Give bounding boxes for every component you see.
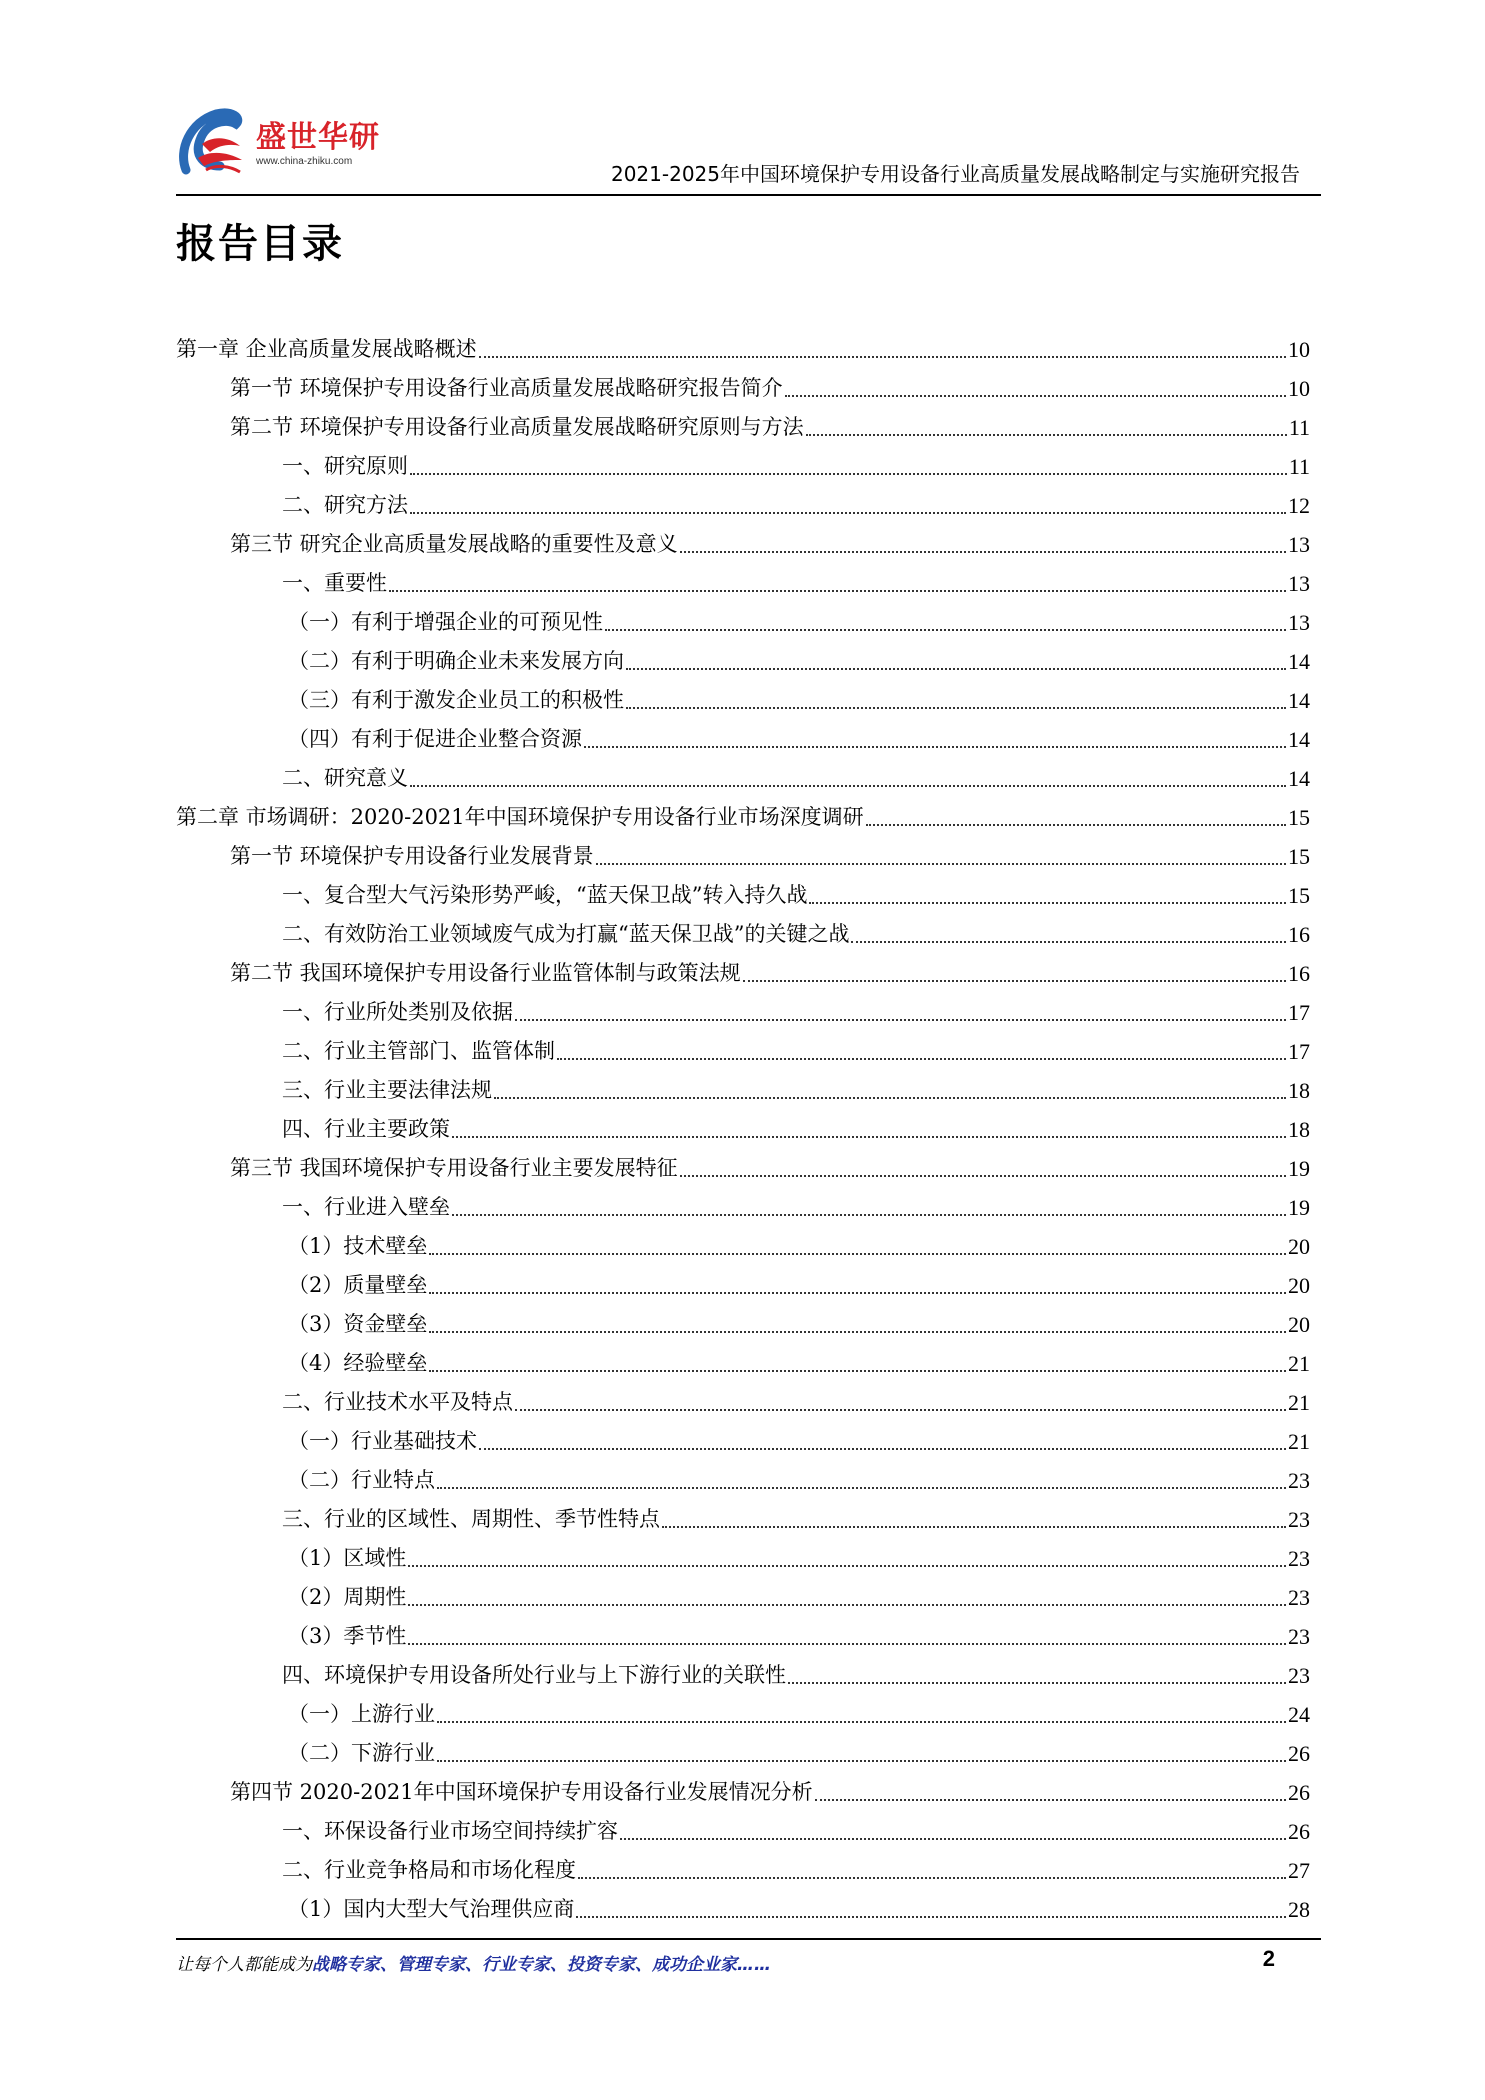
toc-entry-page: 11 bbox=[1288, 415, 1310, 440]
toc-entry-label: 一、复合型大气污染形势严峻，“蓝天保卫战”转入持久战 bbox=[282, 883, 808, 907]
toc-entry[interactable] bbox=[176, 987, 1310, 1026]
toc-entry-page: 15 bbox=[1288, 805, 1310, 830]
toc-entry-label: 二、研究方法 bbox=[282, 493, 408, 517]
toc-dot-leader bbox=[429, 1331, 1286, 1333]
logo-url: www.china-zhiku.com bbox=[256, 156, 353, 167]
toc-dot-leader bbox=[626, 668, 1286, 670]
toc-dot-leader bbox=[429, 1253, 1286, 1255]
toc-entry-label: 第一节 环境保护专用设备行业发展背景 bbox=[230, 844, 594, 868]
toc-entry[interactable] bbox=[176, 1572, 1310, 1611]
toc-entry-label: （4）经验壁垒 bbox=[288, 1351, 428, 1375]
toc-dot-leader bbox=[578, 1877, 1286, 1879]
toc-dot-leader bbox=[680, 1175, 1286, 1177]
toc-entry-label: 第一章 企业高质量发展战略概述 bbox=[176, 337, 477, 361]
toc-entry[interactable] bbox=[176, 1065, 1310, 1104]
toc-dot-leader bbox=[626, 707, 1286, 709]
toc-entry-page: 28 bbox=[1288, 1897, 1310, 1922]
toc-dot-leader bbox=[576, 1916, 1286, 1918]
toc-entry-label: 一、行业进入壁垒 bbox=[282, 1195, 450, 1219]
toc-dot-leader bbox=[515, 1019, 1286, 1021]
toc-dot-leader bbox=[410, 785, 1286, 787]
toc-entry[interactable] bbox=[176, 1767, 1310, 1806]
toc-dot-leader bbox=[557, 1058, 1286, 1060]
toc-entry-page: 15 bbox=[1288, 844, 1310, 869]
logo-name: 盛世华研 bbox=[256, 120, 380, 155]
toc-dot-leader bbox=[584, 746, 1286, 748]
toc-dot-leader bbox=[429, 1292, 1286, 1294]
toc-entry-label: （2）质量壁垒 bbox=[288, 1273, 428, 1297]
toc-entry-page: 18 bbox=[1288, 1078, 1310, 1103]
toc-entry[interactable] bbox=[176, 324, 1310, 363]
toc-entry-page: 23 bbox=[1288, 1546, 1310, 1571]
toc-entry-page: 21 bbox=[1288, 1351, 1310, 1376]
toc-entry-label: 二、研究意义 bbox=[282, 766, 408, 790]
toc-dot-leader bbox=[410, 473, 1287, 475]
toc-entry-label: 一、环保设备行业市场空间持续扩容 bbox=[282, 1819, 618, 1843]
toc-dot-leader bbox=[851, 941, 1286, 943]
toc-entry-label: 第三节 我国环境保护专用设备行业主要发展特征 bbox=[230, 1156, 678, 1180]
toc-dot-leader bbox=[785, 395, 1286, 397]
toc-entry[interactable] bbox=[176, 753, 1310, 792]
toc-entry-page: 24 bbox=[1288, 1702, 1310, 1727]
toc-entry-page: 13 bbox=[1288, 571, 1310, 596]
toc-entry[interactable] bbox=[176, 1884, 1310, 1923]
toc-entry[interactable] bbox=[176, 441, 1310, 480]
toc-dot-leader bbox=[866, 824, 1286, 826]
logo-swoosh-icon bbox=[176, 100, 256, 186]
toc-entry-label: 四、行业主要政策 bbox=[282, 1117, 450, 1141]
toc-entry-page: 19 bbox=[1288, 1156, 1310, 1181]
toc-entry[interactable] bbox=[176, 558, 1310, 597]
toc-entry[interactable] bbox=[176, 792, 1310, 831]
toc-dot-leader bbox=[437, 1721, 1286, 1723]
toc-entry-label: 第二节 我国环境保护专用设备行业监管体制与政策法规 bbox=[230, 961, 741, 985]
toc-entry[interactable] bbox=[176, 1104, 1310, 1143]
toc-entry-page: 14 bbox=[1288, 727, 1310, 752]
toc-entry-label: （二）有利于明确企业未来发展方向 bbox=[288, 649, 624, 673]
toc-entry-page: 13 bbox=[1288, 532, 1310, 557]
toc-dot-leader bbox=[452, 1214, 1286, 1216]
toc-dot-leader bbox=[479, 356, 1286, 358]
toc-entry-label: 二、行业竞争格局和市场化程度 bbox=[282, 1858, 576, 1882]
toc-entry-page: 23 bbox=[1288, 1624, 1310, 1649]
toc-entry[interactable] bbox=[176, 636, 1310, 675]
toc-entry-page: 16 bbox=[1288, 961, 1310, 986]
toc-entry-page: 20 bbox=[1288, 1234, 1310, 1259]
toc-entry-label: 第二章 市场调研：2020-2021年中国环境保护专用设备行业市场深度调研 bbox=[176, 805, 864, 829]
toc-entry[interactable] bbox=[176, 1533, 1310, 1572]
footer-divider bbox=[176, 1938, 1321, 1940]
toc-entry[interactable] bbox=[176, 1728, 1310, 1767]
toc-entry[interactable] bbox=[176, 1143, 1310, 1182]
toc-dot-leader bbox=[806, 434, 1287, 436]
toc-entry-page: 18 bbox=[1288, 1117, 1310, 1142]
toc-entry-label: （1）技术壁垒 bbox=[288, 1234, 428, 1258]
toc-dot-leader bbox=[408, 1643, 1286, 1645]
page-number: 2 bbox=[1262, 1946, 1275, 1971]
toc-entry-label: （1）区域性 bbox=[288, 1546, 407, 1570]
toc-entry[interactable] bbox=[176, 1377, 1310, 1416]
toc-entry-page: 13 bbox=[1288, 610, 1310, 635]
toc-entry-page: 26 bbox=[1288, 1741, 1310, 1766]
toc-entry-label: （一）有利于增强企业的可预见性 bbox=[288, 610, 603, 634]
toc-dot-leader bbox=[815, 1799, 1286, 1801]
toc-entry-label: 三、行业的区域性、周期性、季节性特点 bbox=[282, 1507, 660, 1531]
toc-entry-label: （二）下游行业 bbox=[288, 1741, 435, 1765]
toc-dot-leader bbox=[743, 980, 1286, 982]
toc-dot-leader bbox=[408, 1604, 1286, 1606]
toc-entry-label: （1）国内大型大气治理供应商 bbox=[288, 1897, 575, 1921]
toc-entry[interactable] bbox=[176, 831, 1310, 870]
header-divider bbox=[176, 194, 1321, 196]
toc-entry[interactable] bbox=[176, 1650, 1310, 1689]
toc-dot-leader bbox=[680, 551, 1286, 553]
toc-entry-label: （一）行业基础技术 bbox=[288, 1429, 477, 1453]
toc-entry-page: 23 bbox=[1288, 1663, 1310, 1688]
toc-entry-page: 17 bbox=[1288, 1000, 1310, 1025]
toc-entry-page: 10 bbox=[1288, 376, 1310, 401]
toc-entry[interactable] bbox=[176, 1182, 1310, 1221]
toc-entry[interactable] bbox=[176, 1260, 1310, 1299]
toc-entry-label: （3）季节性 bbox=[288, 1624, 407, 1648]
toc-entry-page: 20 bbox=[1288, 1312, 1310, 1337]
toc-entry-page: 20 bbox=[1288, 1273, 1310, 1298]
footer-slogan-prefix: 让每个人都能成为 bbox=[176, 1955, 312, 1975]
toc-entry-page: 23 bbox=[1288, 1585, 1310, 1610]
toc-entry-page: 19 bbox=[1288, 1195, 1310, 1220]
toc-entry-label: （2）周期性 bbox=[288, 1585, 407, 1609]
report-title: 2021-2025年中国环境保护专用设备行业高质量发展战略制定与实施研究报告 bbox=[610, 162, 1300, 186]
toc-entry-label: （四）有利于促进企业整合资源 bbox=[288, 727, 582, 751]
toc-entry[interactable] bbox=[176, 363, 1310, 402]
toc-entry-label: 第一节 环境保护专用设备行业高质量发展战略研究报告简介 bbox=[230, 376, 783, 400]
toc-entry[interactable] bbox=[176, 402, 1310, 441]
footer-slogan-highlight: 战略专家、管理专家、行业专家、投资专家、成功企业家…… bbox=[312, 1955, 771, 1975]
toc-entry-page: 21 bbox=[1288, 1390, 1310, 1415]
table-of-contents bbox=[176, 324, 1310, 1923]
toc-entry[interactable] bbox=[176, 870, 1310, 909]
toc-dot-leader bbox=[662, 1526, 1286, 1528]
footer-slogan bbox=[176, 1950, 771, 1975]
toc-entry-label: （3）资金壁垒 bbox=[288, 1312, 428, 1336]
toc-dot-leader bbox=[452, 1136, 1286, 1138]
toc-dot-leader bbox=[429, 1370, 1286, 1372]
toc-entry-label: 第二节 环境保护专用设备行业高质量发展战略研究原则与方法 bbox=[230, 415, 804, 439]
toc-entry-page: 14 bbox=[1288, 649, 1310, 674]
toc-entry-page: 14 bbox=[1288, 688, 1310, 713]
toc-entry[interactable] bbox=[176, 675, 1310, 714]
toc-entry[interactable] bbox=[176, 1611, 1310, 1650]
toc-entry-page: 10 bbox=[1288, 337, 1310, 362]
toc-entry[interactable] bbox=[176, 1026, 1310, 1065]
toc-entry[interactable] bbox=[176, 909, 1310, 948]
toc-entry[interactable] bbox=[176, 1455, 1310, 1494]
toc-entry[interactable] bbox=[176, 1338, 1310, 1377]
toc-entry-label: （一）上游行业 bbox=[288, 1702, 435, 1726]
toc-entry-label: 一、重要性 bbox=[282, 571, 387, 595]
toc-entry[interactable] bbox=[176, 1416, 1310, 1455]
toc-entry[interactable] bbox=[176, 1299, 1310, 1338]
toc-entry[interactable] bbox=[176, 519, 1310, 558]
toc-dot-leader bbox=[788, 1682, 1286, 1684]
toc-entry-page: 27 bbox=[1288, 1858, 1310, 1883]
toc-entry-label: 二、行业技术水平及特点 bbox=[282, 1390, 513, 1414]
toc-entry[interactable] bbox=[176, 1806, 1310, 1845]
toc-dot-leader bbox=[479, 1448, 1286, 1450]
toc-entry[interactable] bbox=[176, 1689, 1310, 1728]
toc-entry-label: （二）行业特点 bbox=[288, 1468, 435, 1492]
toc-entry[interactable] bbox=[176, 1845, 1310, 1884]
toc-entry-label: 第三节 研究企业高质量发展战略的重要性及意义 bbox=[230, 532, 678, 556]
toc-entry[interactable] bbox=[176, 948, 1310, 987]
toc-entry-page: 12 bbox=[1288, 493, 1310, 518]
toc-dot-leader bbox=[437, 1487, 1286, 1489]
toc-entry-page: 23 bbox=[1288, 1507, 1310, 1532]
page-heading: 报告目录 bbox=[176, 221, 344, 267]
toc-entry-label: 二、行业主管部门、监管体制 bbox=[282, 1039, 555, 1063]
toc-entry-page: 16 bbox=[1288, 922, 1310, 947]
toc-entry-page: 14 bbox=[1288, 766, 1310, 791]
toc-dot-leader bbox=[515, 1409, 1286, 1411]
toc-entry-label: 二、有效防治工业领域废气成为打赢“蓝天保卫战”的关键之战 bbox=[282, 922, 850, 946]
toc-entry-page: 21 bbox=[1288, 1429, 1310, 1454]
toc-entry[interactable] bbox=[176, 597, 1310, 636]
toc-entry-label: 三、行业主要法律法规 bbox=[282, 1078, 492, 1102]
toc-dot-leader bbox=[596, 863, 1286, 865]
toc-entry[interactable] bbox=[176, 480, 1310, 519]
toc-entry[interactable] bbox=[176, 1221, 1310, 1260]
toc-entry-page: 17 bbox=[1288, 1039, 1310, 1064]
company-logo bbox=[176, 100, 386, 186]
toc-entry-page: 26 bbox=[1288, 1819, 1310, 1844]
toc-dot-leader bbox=[408, 1565, 1286, 1567]
toc-dot-leader bbox=[389, 590, 1286, 592]
toc-entry-label: （三）有利于激发企业员工的积极性 bbox=[288, 688, 624, 712]
toc-entry-page: 15 bbox=[1288, 883, 1310, 908]
toc-dot-leader bbox=[620, 1838, 1286, 1840]
toc-dot-leader bbox=[437, 1760, 1286, 1762]
toc-dot-leader bbox=[494, 1097, 1286, 1099]
toc-entry-label: 四、环境保护专用设备所处行业与上下游行业的关联性 bbox=[282, 1663, 786, 1687]
toc-entry-label: 第四节 2020-2021年中国环境保护专用设备行业发展情况分析 bbox=[230, 1780, 813, 1804]
toc-entry-label: 一、行业所处类别及依据 bbox=[282, 1000, 513, 1024]
toc-dot-leader bbox=[605, 629, 1286, 631]
toc-entry-page: 23 bbox=[1288, 1468, 1310, 1493]
toc-dot-leader bbox=[410, 512, 1286, 514]
toc-entry-page: 11 bbox=[1288, 454, 1310, 479]
toc-entry-label: 一、研究原则 bbox=[282, 454, 408, 478]
toc-entry-page: 26 bbox=[1288, 1780, 1310, 1805]
toc-dot-leader bbox=[809, 902, 1286, 904]
toc-entry[interactable] bbox=[176, 1494, 1310, 1533]
toc-entry[interactable] bbox=[176, 714, 1310, 753]
